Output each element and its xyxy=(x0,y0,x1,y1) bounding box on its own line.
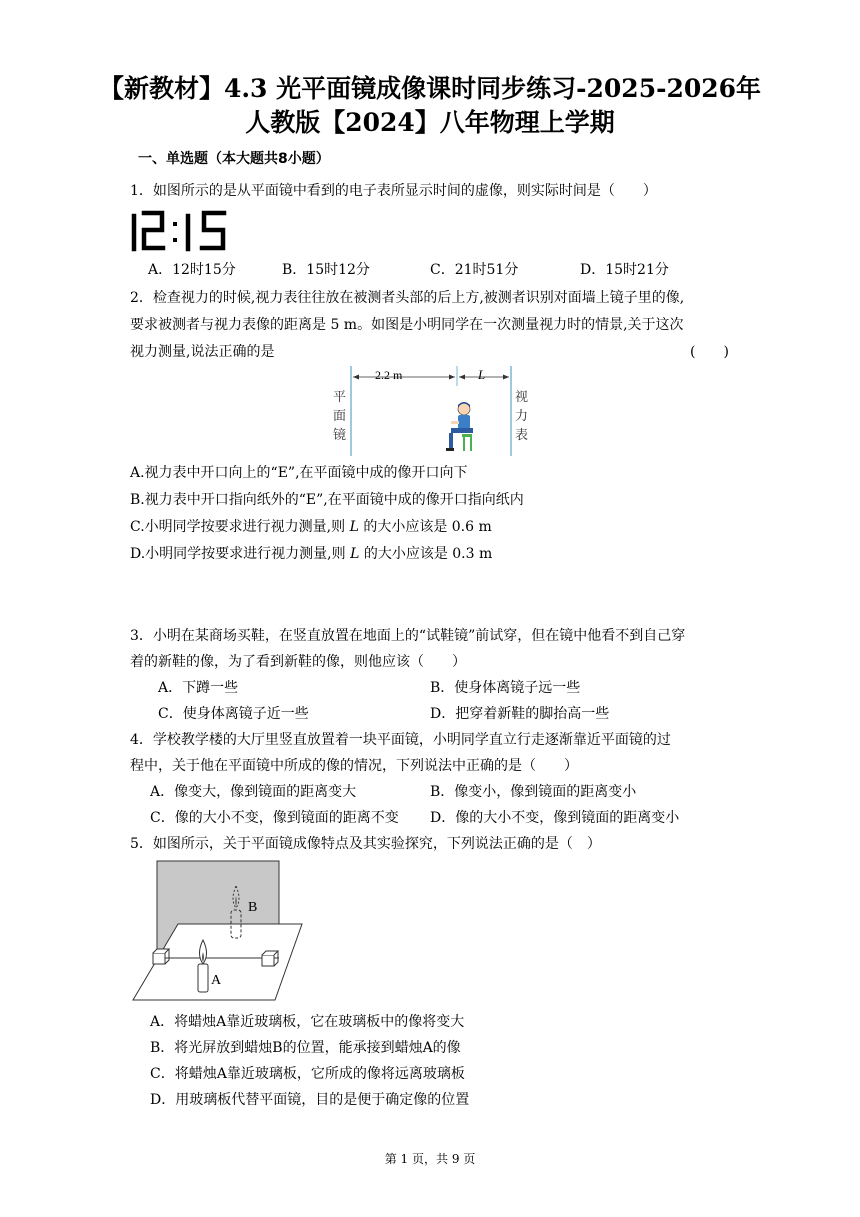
q5-option-b: B．将光屏放到蜡烛B的位置，能承接到蜡烛A的像 xyxy=(150,1040,461,1056)
question-3-line-2: 着的新鞋的像，为了看到新鞋的像，则他应该（ ） xyxy=(130,654,466,670)
q1-option-a: A．12时15分 xyxy=(148,262,236,278)
mirror-label-char: 镜 xyxy=(333,428,347,443)
question-5-stem: 5．如图所示，关于平面镜成像特点及其实验探究，下列说法正确的是（ ） xyxy=(130,836,601,852)
question-1-stem: 1．如图所示的是从平面镜中看到的电子表所显示时间的虚像，则实际时间是（ ） xyxy=(130,183,657,199)
mirror-label-char: 面 xyxy=(333,409,347,424)
chart-label-char: 力 xyxy=(515,409,529,424)
chart-label-char: 表 xyxy=(515,428,529,443)
mirror-distance-label: 2.2 m xyxy=(375,368,403,382)
question-2-line-1: 2．检查视力的时候,视力表往往放在被测者头部的后上方,被测者识别对面墙上镜子里的像, xyxy=(130,290,685,306)
length-l-label: L xyxy=(478,367,486,382)
clock-digits xyxy=(134,213,224,249)
q5-option-a: A．将蜡烛A靠近玻璃板，它在玻璃板中的像将变大 xyxy=(150,1014,465,1030)
section-heading: 一、单选题（本大题共8小题） xyxy=(138,151,330,167)
q5-option-d: D．用玻璃板代替平面镜，目的是便于确定像的位置 xyxy=(150,1092,470,1108)
q3-option-c: C．使身体离镜子近一些 xyxy=(158,706,309,722)
question-4-line-2: 程中，关于他在平面镜中所成的像的情况，下列说法中正确的是（ ） xyxy=(130,758,578,774)
digital-clock-display xyxy=(130,208,230,254)
q3-option-a: A．下蹲一些 xyxy=(158,680,239,696)
question-4-line-1: 4．学校教学楼的大厅里竖直放置着一块平面镜，小明同学直立行走逐渐靠近平面镜的过 xyxy=(130,732,671,748)
q2-option-b: B.视力表中开口指向纸外的“E”,在平面镜中成的像开口指向纸内 xyxy=(130,492,524,508)
question-2-line-3: 视力测量,说法正确的是 xyxy=(130,344,275,360)
q2-option-d-variable: L xyxy=(350,546,360,562)
q1-option-c: C．21时51分 xyxy=(430,262,519,278)
q2-option-d xyxy=(130,540,492,568)
chart-label-char: 视 xyxy=(515,390,529,405)
page-number-footer: 第 1 页，共 9 页 xyxy=(384,1152,476,1166)
question-3-line-1: 3．小明在某商场买鞋，在竖直放置在地面上的“试鞋镜”前试穿，但在镜中他看不到自己穿 xyxy=(130,628,686,644)
eye-test-diagram xyxy=(325,362,535,458)
candle-a-label: A xyxy=(211,973,222,988)
question-2-answer-bracket: ( ) xyxy=(690,344,729,360)
q2-option-c-value: 的大小应该是 0.6 m xyxy=(358,519,492,535)
q1-option-b: B．15时12分 xyxy=(282,262,370,278)
q2-option-c xyxy=(130,513,492,541)
q2-option-a: A.视力表中开口向上的“E”,在平面镜中成的像开口向下 xyxy=(130,465,468,481)
plane-mirror-experiment-figure xyxy=(130,858,305,1004)
q2-option-d-value: 的大小应该是 0.3 m xyxy=(359,546,493,562)
q3-option-b: B．使身体离镜子远一些 xyxy=(430,680,581,696)
q2-option-c-text: C.小明同学按要求进行视力测量,则 xyxy=(130,519,350,535)
q1-option-d: D．15时21分 xyxy=(580,262,669,278)
eye-test-figure xyxy=(325,362,535,458)
q2-option-d-text: D.小明同学按要求进行视力测量,则 xyxy=(130,546,351,562)
document-title-line-2: 人教版【2024】八年物理上学期 xyxy=(245,108,615,137)
candle-b-label: B xyxy=(248,900,258,915)
q4-option-d: D．像的大小不变，像到镜面的距离变小 xyxy=(430,810,680,826)
q4-option-a: A．像变大，像到镜面的距离变大 xyxy=(150,784,357,800)
eye-chart-label xyxy=(515,388,528,445)
document-title-line-1: 【新教材】4.3 光平面镜成像课时同步练习-2025-2026年 xyxy=(98,74,762,103)
q4-option-b: B．像变小，像到镜面的距离变小 xyxy=(430,784,637,800)
mirror-label-char: 平 xyxy=(333,390,347,405)
q2-option-c-variable: L xyxy=(349,519,359,535)
seated-person-icon xyxy=(446,402,473,451)
question-2-line-2: 要求被测者与视力表像的距离是 5 m。如图是小明同学在一次测量视力时的情景,关于这次 xyxy=(130,317,684,333)
q3-option-d: D．把穿着新鞋的脚抬高一些 xyxy=(430,706,610,722)
plane-mirror-label xyxy=(333,388,346,445)
q5-option-c: C．将蜡烛A靠近玻璃板，它所成的像将远离玻璃板 xyxy=(150,1066,465,1082)
q4-option-c: C．像的大小不变，像到镜面的距离不变 xyxy=(150,810,399,826)
